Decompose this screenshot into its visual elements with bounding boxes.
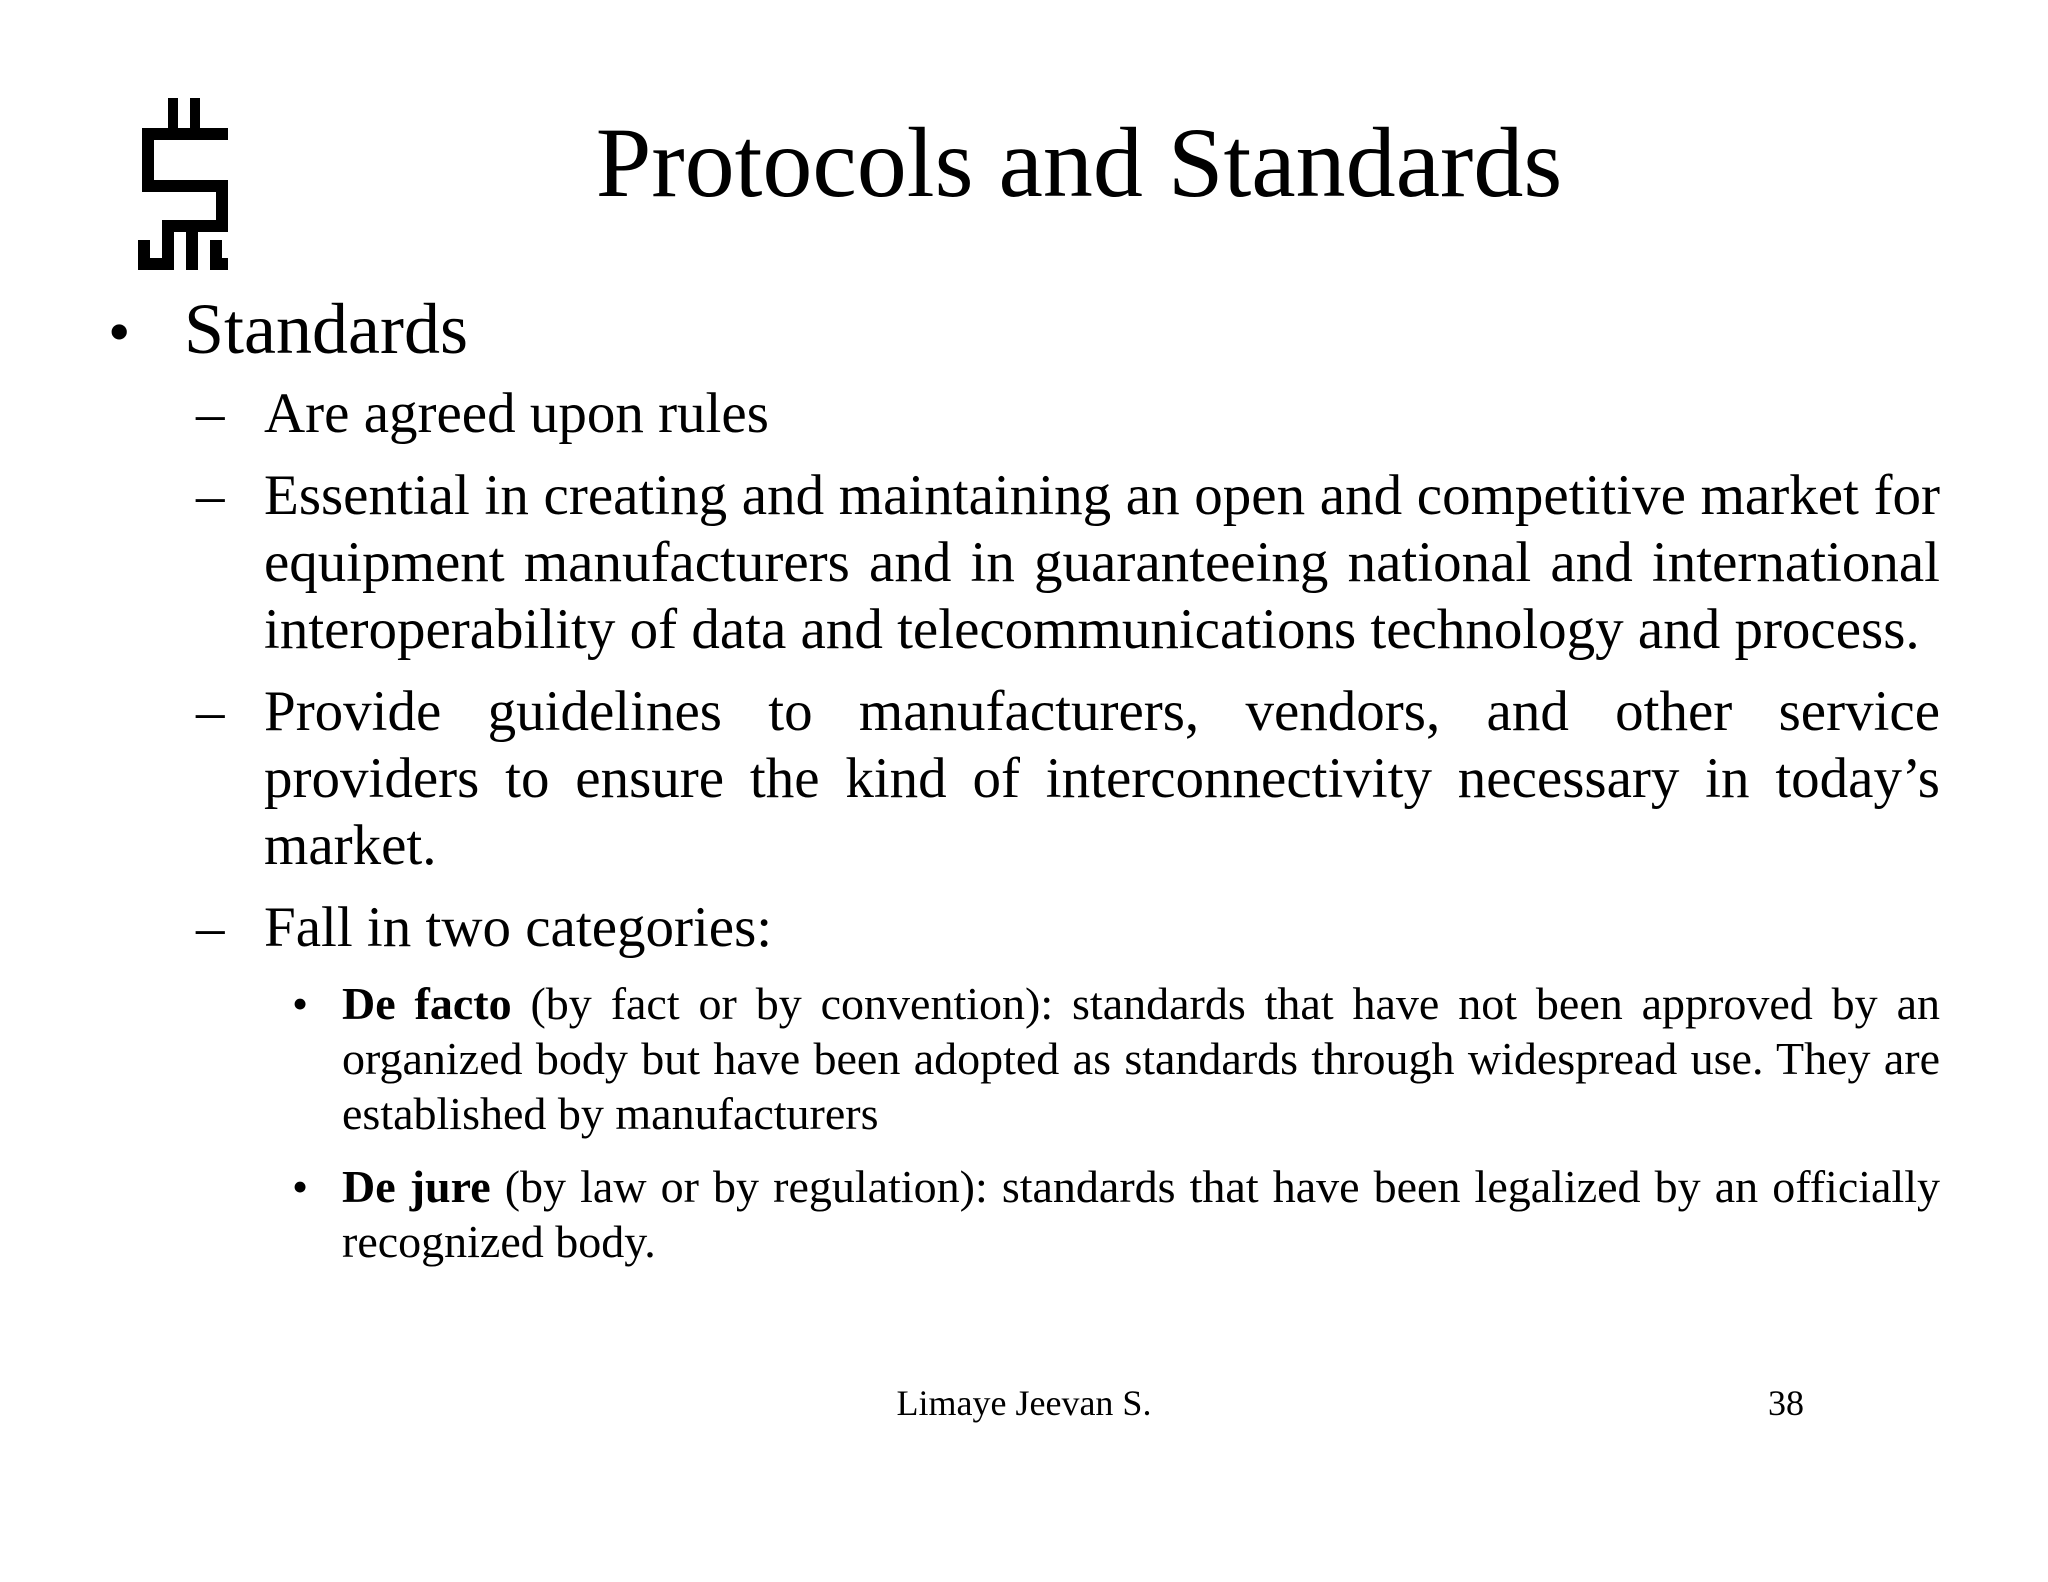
dash-mark: – — [196, 464, 225, 527]
sub-item-categories — [196, 894, 1940, 961]
category-list — [292, 976, 1940, 1269]
bullet-standards — [108, 290, 468, 369]
page-number: 38 — [1768, 1383, 1804, 1423]
category-de-jure — [292, 1159, 1940, 1269]
sub-item-essential — [196, 462, 1940, 663]
footer-author: Limaye Jeevan S. — [896, 1383, 1152, 1423]
sub-item-text: Fall in two categories: — [264, 896, 773, 959]
bullet-mark: • — [292, 978, 309, 1029]
sub-item-text: Provide guidelines to manufacturers, vendors, and other service providers to ensure the kind of interconnectivity necessary in today’s market. — [264, 680, 1940, 877]
sub-bullet-list — [196, 380, 1940, 1287]
sub-item-guidelines — [196, 678, 1940, 879]
slide-title: Protocols and Standards — [595, 107, 1563, 218]
category-term: De facto — [342, 978, 512, 1029]
category-de-facto — [292, 976, 1940, 1141]
dash-mark: – — [196, 382, 225, 445]
sub-item-text: Essential in creating and maintaining an open and competitive market for equipment manufacturers and in guaranteeing national and international interoperability of data and telecommunications technology and process. — [264, 464, 1940, 661]
category-text: (by law or by regulation): standards that have been legalized by an officially recognized body. — [342, 1161, 1940, 1267]
category-term: De jure — [342, 1161, 491, 1212]
bullet-mark: • — [292, 1161, 309, 1212]
dash-mark: – — [196, 896, 225, 959]
bullet-text: Standards — [184, 289, 468, 369]
bullet-mark: • — [108, 296, 131, 367]
sub-item-text: Are agreed upon rules — [264, 382, 769, 445]
sub-item-agreed-rules — [196, 380, 1940, 447]
dash-mark: – — [196, 680, 225, 743]
category-text: (by fact or by convention): standards that have not been approved by an organized body but have been adopted as standards through widespread use. They are established by manufacturers — [342, 978, 1940, 1139]
